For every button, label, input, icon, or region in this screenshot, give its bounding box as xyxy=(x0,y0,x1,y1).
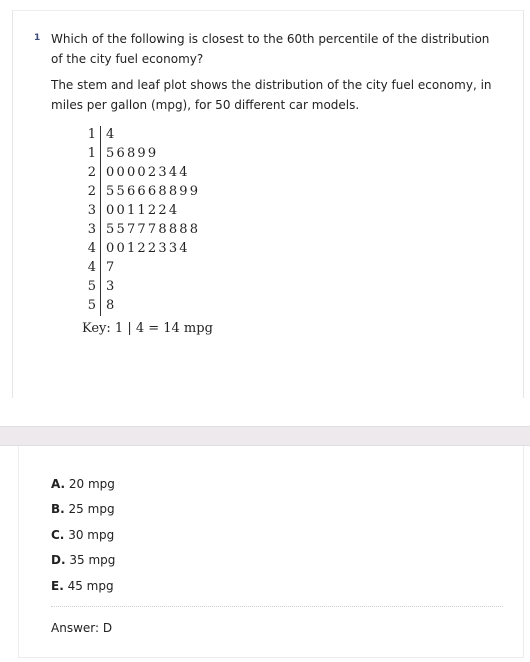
stem-divider xyxy=(100,183,101,202)
question-text: Which of the following is closest to the 60th percentile of the distribution of the city fuel economy? xyxy=(51,32,490,66)
stem-divider xyxy=(100,202,101,221)
leaves: 4 xyxy=(106,127,117,142)
stem: 4 xyxy=(87,260,96,275)
leaves: 00122334 xyxy=(106,241,190,256)
choice-a[interactable] xyxy=(51,477,115,491)
stem-divider xyxy=(100,221,101,240)
choice-e[interactable] xyxy=(51,579,114,593)
stem: 1 xyxy=(87,127,96,142)
choice-letter: E. xyxy=(51,579,64,593)
question-intro: The stem and leaf plot shows the distribution of the city fuel economy, in miles per gallon (mpg), for 50 different car models. xyxy=(51,78,492,112)
leaves: 56899 xyxy=(106,146,159,161)
stem: 2 xyxy=(87,184,96,199)
stem: 3 xyxy=(87,203,96,218)
stem: 4 xyxy=(87,241,96,256)
answer-divider xyxy=(51,606,503,607)
choice-letter: D. xyxy=(51,553,66,567)
choice-text: 35 mpg xyxy=(69,553,116,567)
stem: 5 xyxy=(87,279,96,294)
question-number: 1 xyxy=(34,33,41,43)
stem-divider xyxy=(100,126,101,145)
choice-letter: C. xyxy=(51,528,65,542)
stem: 3 xyxy=(87,222,96,237)
section-separator-band xyxy=(0,426,530,446)
choice-text: 25 mpg xyxy=(68,502,115,516)
stem-leaf-key: Key: 1 | 4 = 14 mpg xyxy=(82,321,213,336)
answer-text: Answer: D xyxy=(51,621,113,635)
stem: 5 xyxy=(87,298,96,313)
choice-c[interactable] xyxy=(51,528,114,542)
leaves: 557778888 xyxy=(106,222,201,237)
stem-divider xyxy=(100,297,101,316)
stem-divider xyxy=(100,259,101,278)
stem-divider xyxy=(100,240,101,259)
choice-text: 30 mpg xyxy=(68,528,115,542)
stem-divider xyxy=(100,164,101,183)
choice-text: 45 mpg xyxy=(67,579,114,593)
choice-b[interactable] xyxy=(51,502,115,516)
choice-letter: A. xyxy=(51,477,66,491)
leaves: 00002344 xyxy=(106,165,190,180)
leaves: 8 xyxy=(106,298,117,313)
stem: 2 xyxy=(87,165,96,180)
leaves: 0011224 xyxy=(106,203,180,218)
leaves: 3 xyxy=(106,279,117,294)
stem-divider xyxy=(100,278,101,297)
choice-d[interactable] xyxy=(51,553,115,567)
stem: 1 xyxy=(87,146,96,161)
leaves: 7 xyxy=(106,260,117,275)
choice-text: 20 mpg xyxy=(68,477,115,491)
stem-divider xyxy=(100,145,101,164)
leaves: 556668899 xyxy=(106,184,201,199)
choice-letter: B. xyxy=(51,502,65,516)
